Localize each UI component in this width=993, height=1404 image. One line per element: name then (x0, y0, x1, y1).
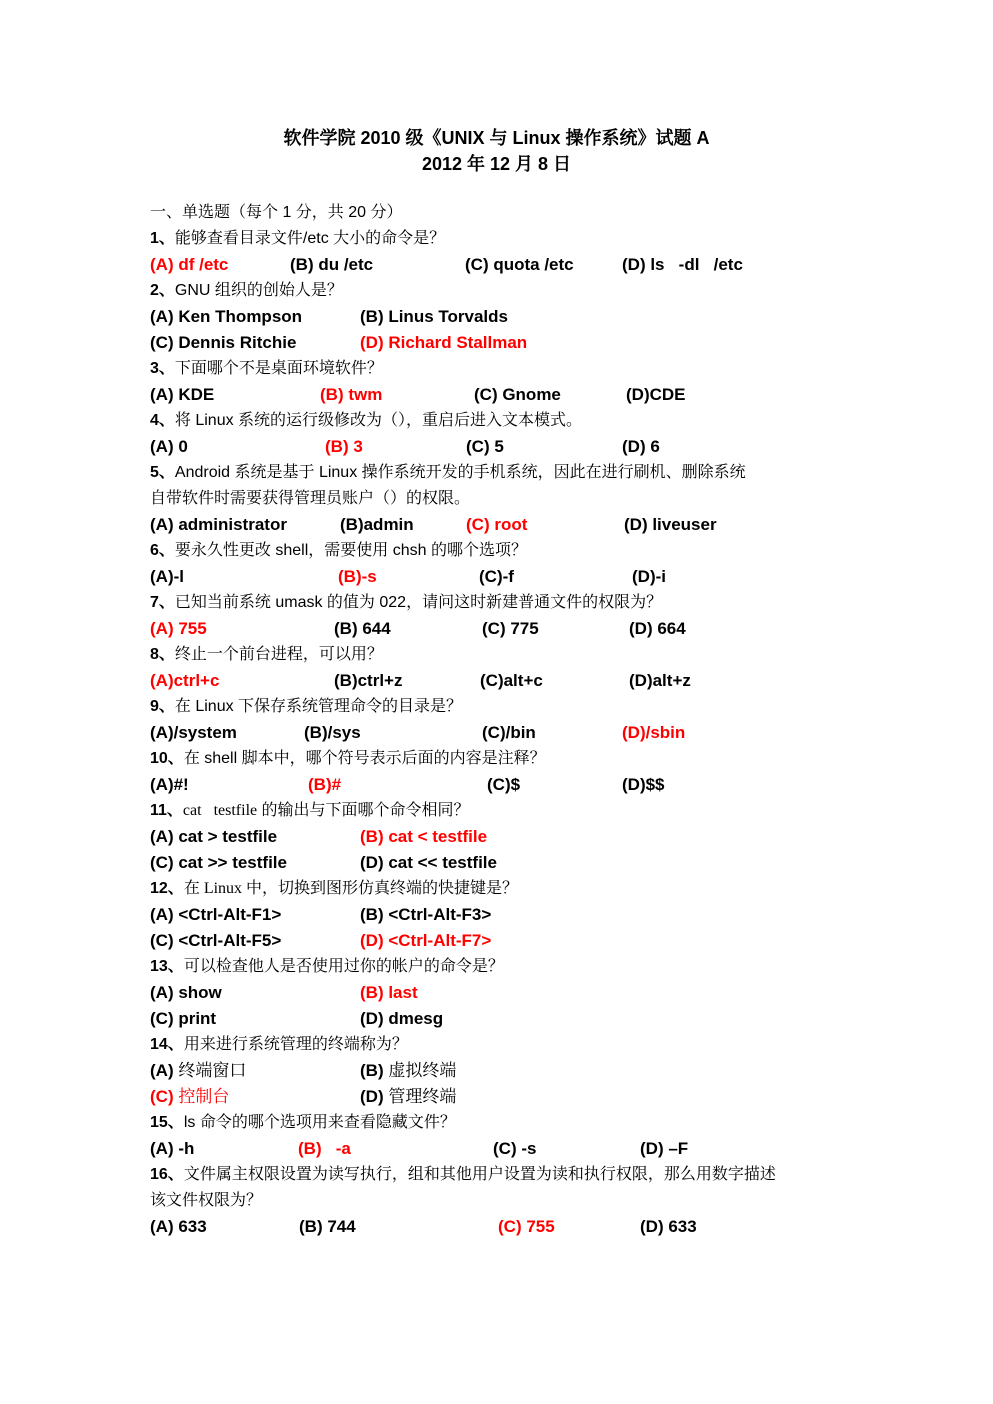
question-number: 2、 (150, 282, 175, 299)
option-11a: (A) cat > testfile (150, 827, 278, 846)
question-16 (150, 1165, 776, 1185)
option-12c: (C) <Ctrl-Alt-F5> (150, 931, 282, 950)
question-10 (150, 749, 546, 769)
option-16a: (A) 633 (150, 1217, 207, 1236)
question-text: ls 命令的哪个选项用来查看隐藏文件？ (183, 1114, 456, 1131)
question-11 (150, 801, 470, 821)
option-7c: (C) 775 (482, 619, 539, 638)
question-15 (150, 1113, 456, 1133)
option-3b-correct: (B) twm (320, 385, 383, 404)
option-label: (A) (150, 1061, 174, 1080)
question-text: Android 系统是基于 Linux 操作系统开发的手机系统，因此在进行刷机、删除系统 (174, 464, 746, 481)
option-4c: (C) 5 (466, 437, 504, 456)
question-text: 下面哪个不是桌面环境软件？ (174, 360, 383, 377)
question-12 (150, 879, 518, 899)
question-number: 12、 (150, 880, 184, 897)
question-16-continued: 该文件权限为？ (150, 1192, 263, 1209)
option-label: (C) (150, 1087, 174, 1106)
option-10b-correct: (B)# (308, 775, 342, 794)
question-text: 终止一个前台进程，可以用？ (174, 646, 383, 663)
option-value: 控制台 (178, 1087, 230, 1106)
question-number: 13、 (150, 958, 184, 975)
option-1a-correct: (A) df /etc (150, 255, 229, 274)
question-number: 15、 (150, 1114, 184, 1131)
option-8b: (B)ctrl+z (334, 671, 403, 690)
question-text: 已知当前系统 umask 的值为 022，请问这时新建普通文件的权限为？ (174, 594, 663, 611)
option-11d: (D) cat << testfile (360, 853, 497, 872)
question-text: 能够查看目录文件/etc 大小的命令是？ (174, 230, 446, 247)
question-9 (150, 697, 462, 717)
question-text: 在 Linux 下保存系统管理命令的目录是？ (174, 698, 463, 715)
option-13a: (A) show (150, 983, 222, 1002)
question-text: 将 Linux 系统的运行级修改为（），重启后进入文本模式。 (174, 412, 583, 429)
option-4b-correct: (B) 3 (325, 437, 363, 456)
question-text: 用来进行系统管理的终端称为？ (183, 1036, 408, 1053)
question-number: 10、 (150, 750, 184, 767)
question-number: 1、 (150, 230, 175, 247)
option-9a: (A)/system (150, 723, 237, 742)
section-heading: 一、单选题（每个 1 分，共 20 分） (150, 204, 403, 221)
option-15b-correct: (B) -a (298, 1139, 351, 1158)
option-5c-correct: (C) root (466, 515, 528, 534)
question-text: ，切换到图形仿真终端的快捷键是？ (262, 880, 519, 897)
question-text-prefix: 在 Linux 中 (183, 880, 263, 897)
exam-title: 软件学院 2010 级《UNIX 与 Linux 操作系统》试题 A (283, 128, 710, 148)
option-4a: (A) 0 (150, 437, 188, 456)
option-7a-correct: (A) 755 (150, 619, 207, 638)
question-number: 8、 (150, 646, 175, 663)
question-5-continued: 自带软件时需要获得管理员账户（）的权限。 (150, 490, 471, 507)
option-6a: (A)-l (150, 567, 184, 586)
question-1 (150, 229, 445, 249)
option-10c: (C)$ (487, 775, 521, 794)
option-8c: (C)alt+c (480, 671, 543, 690)
question-number: 6、 (150, 542, 175, 559)
exam-date: 2012 年 12 月 8 日 (421, 154, 572, 174)
question-14 (150, 1035, 408, 1055)
option-value: 管理终端 (388, 1087, 457, 1106)
option-6b-correct: (B)-s (338, 567, 377, 586)
option-label: (D) (360, 1087, 384, 1106)
option-15a: (A) -h (150, 1139, 195, 1158)
question-number: 16、 (150, 1166, 184, 1183)
option-15d: (D) –F (640, 1139, 689, 1158)
question-number: 11、 (150, 802, 183, 819)
option-12d-correct: (D) <Ctrl-Alt-F7> (360, 931, 492, 950)
question-3 (150, 359, 383, 379)
question-number: 5、 (150, 464, 175, 481)
option-15c: (C) -s (493, 1139, 537, 1158)
option-6c: (C)-f (479, 567, 514, 586)
question-text: 在 shell 脚本中，哪个符号表示后面的内容是注释？ (183, 750, 546, 767)
question-number: 7、 (150, 594, 175, 611)
option-label: (B) (360, 1061, 384, 1080)
question-text: 文件属主权限设置为读写执行，组和其他用户设置为读和执行权限，那么用数字描述 (183, 1166, 776, 1183)
question-text: 可以检查他人是否使用过你的帐户的命令是？ (183, 958, 504, 975)
option-16b: (B) 744 (299, 1217, 356, 1236)
option-14b (360, 1061, 456, 1081)
option-1d: (D) ls -dl /etc (622, 255, 743, 274)
question-text: GNU 组织的创始人是？ (174, 282, 343, 299)
option-11b-correct: (B) cat < testfile (360, 827, 488, 846)
command-text: cat testfile (182, 802, 258, 819)
option-value: 终端窗口 (178, 1061, 247, 1080)
option-5b: (B)admin (340, 515, 414, 534)
option-3a: (A) KDE (150, 385, 215, 404)
option-2a: (A) Ken Thompson (150, 307, 303, 326)
option-9c: (C)/bin (482, 723, 536, 742)
option-5d: (D) liveuser (624, 515, 717, 534)
option-9b: (B)/sys (304, 723, 361, 742)
option-2c: (C) Dennis Ritchie (150, 333, 297, 352)
option-1c: (C) quota /etc (465, 255, 574, 274)
question-2 (150, 281, 343, 301)
option-10a: (A)#! (150, 775, 189, 794)
option-10d: (D)$$ (622, 775, 665, 794)
option-value: 虚拟终端 (388, 1061, 457, 1080)
option-1b: (B) du /etc (290, 255, 374, 274)
option-8d: (D)alt+z (629, 671, 691, 690)
option-7d: (D) 664 (629, 619, 686, 638)
option-16d: (D) 633 (640, 1217, 697, 1236)
option-12a: (A) <Ctrl-Alt-F1> (150, 905, 282, 924)
question-text: 的输出与下面哪个命令相同？ (257, 802, 470, 819)
option-9d-correct: (D)/sbin (622, 723, 686, 742)
option-2b: (B) Linus Torvalds (360, 307, 508, 326)
question-number: 9、 (150, 698, 175, 715)
option-5a: (A) administrator (150, 515, 287, 534)
option-4d: (D) 6 (622, 437, 660, 456)
option-14a (150, 1061, 246, 1081)
option-11c: (C) cat >> testfile (150, 853, 287, 872)
option-2d-correct: (D) Richard Stallman (360, 333, 528, 352)
option-14d (360, 1087, 456, 1107)
question-number: 3、 (150, 360, 175, 377)
option-3d: (D)CDE (626, 385, 686, 404)
option-13b-correct: (B) last (360, 983, 418, 1002)
question-number: 4、 (150, 412, 175, 429)
question-number: 14、 (150, 1036, 184, 1053)
option-16c-correct: (C) 755 (498, 1217, 555, 1236)
option-14c-correct (150, 1087, 229, 1107)
option-12b: (B) <Ctrl-Alt-F3> (360, 905, 492, 924)
option-7b: (B) 644 (334, 619, 391, 638)
option-3c: (C) Gnome (474, 385, 561, 404)
question-4 (150, 411, 582, 431)
option-13d: (D) dmesg (360, 1009, 444, 1028)
question-13 (150, 957, 504, 977)
question-8 (150, 645, 383, 665)
option-8a-correct: (A)ctrl+c (150, 671, 220, 690)
question-5 (150, 463, 746, 483)
question-text: 要永久性更改 shell，需要使用 chsh 的哪个选项？ (174, 542, 527, 559)
question-7 (150, 593, 662, 613)
option-13c: (C) print (150, 1009, 217, 1028)
option-6d: (D)-i (632, 567, 666, 586)
question-6 (150, 541, 527, 561)
